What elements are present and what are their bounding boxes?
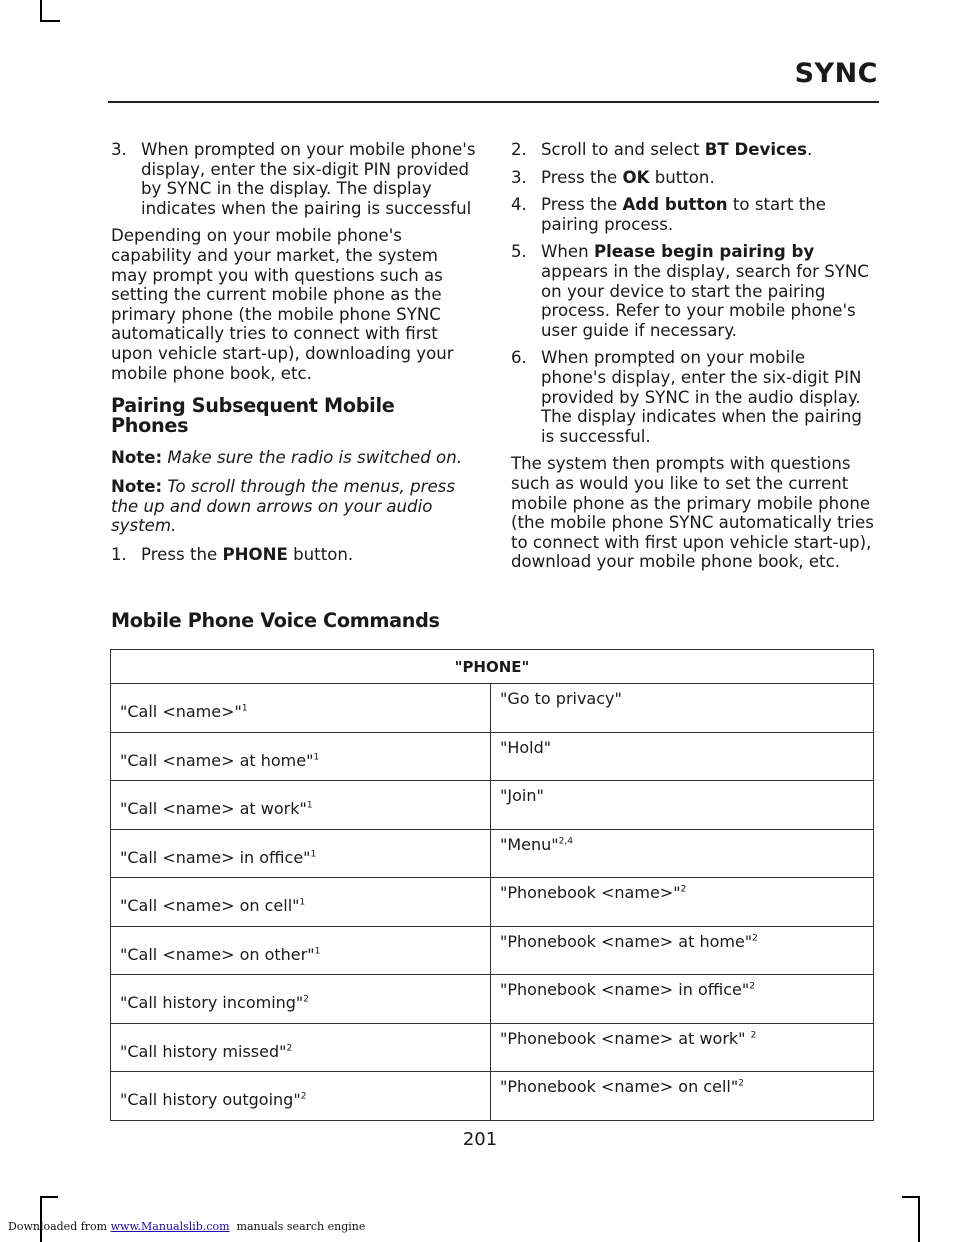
left-command-cell: "Call <name> at work"$^1$ xyxy=(111,781,491,830)
left-command-cell: "Call history incoming"$^2$ xyxy=(111,975,491,1024)
table-row xyxy=(111,829,874,878)
right-command-cell: "Phonebook <name> in office"$^2$ xyxy=(491,975,874,1024)
footnote-marker: 1 xyxy=(241,703,248,714)
right-command-cell: "Go to privacy" xyxy=(491,684,874,733)
footnote-marker: 1 xyxy=(313,752,320,763)
footer: Downloaded from www.Manualslib.com manuals search engine xyxy=(8,1220,366,1233)
list-item: 1. Press the PHONE button. xyxy=(111,544,354,564)
crop-mark xyxy=(40,1196,42,1242)
table-row xyxy=(111,878,874,927)
left-command-cell: "Call <name> on cell"$^1$ xyxy=(111,878,491,927)
left-column xyxy=(111,140,477,572)
list-item: 5. When Please begin pairing by appears in the display, search for SYNC on your device to start the pairing process. Refer to your mobile phone's user guide if necessary. xyxy=(511,242,869,340)
left-command-cell: "Call <name> at home"$^1$ xyxy=(111,732,491,781)
footnote-marker: 2 xyxy=(738,1078,744,1089)
crop-mark xyxy=(918,1196,920,1242)
crop-mark xyxy=(902,1196,920,1198)
page-header-title: SYNC xyxy=(794,58,878,89)
table-row xyxy=(111,926,874,975)
footnote-marker: 2 xyxy=(752,933,758,944)
table-row xyxy=(111,1023,874,1072)
footnote-marker: 1 xyxy=(299,897,306,908)
list-item: 3. Press the OK button. xyxy=(511,167,715,187)
left-command-cell: "Call <name> on other"$^1$ xyxy=(111,926,491,975)
table-row xyxy=(111,1072,874,1121)
footnote-marker: 1 xyxy=(306,800,313,811)
crop-mark xyxy=(40,0,42,21)
footnote-marker: 2 xyxy=(286,1043,293,1054)
right-command-cell: "Join" xyxy=(491,781,874,830)
table-row xyxy=(111,684,874,733)
footnote-marker: 1 xyxy=(310,849,317,860)
list-item: 2. Scroll to and select BT Devices. xyxy=(511,140,813,159)
footnote-marker: 2 xyxy=(303,994,310,1005)
note: Note: Make sure the radio is switched on. xyxy=(111,448,462,468)
page-number: 201 xyxy=(462,1129,498,1150)
manualslib-link[interactable]: www.Manualslib.com xyxy=(110,1220,230,1233)
table-header: "PHONE" xyxy=(111,650,874,684)
right-command-cell: "Phonebook <name>"$^2$ xyxy=(491,878,874,927)
footnote-marker: 2 xyxy=(300,1091,307,1102)
list-item: 4. Press the Add button to start the pairing process. xyxy=(511,195,826,234)
list-item: 3. When prompted on your mobile phone's display, enter the six-digit PIN provided by SYNC in the display. The display indicates when the pairing is successful xyxy=(111,140,476,218)
footnote-marker: 2 xyxy=(680,884,687,895)
table-row xyxy=(111,732,874,781)
table-row xyxy=(111,781,874,830)
right-command-cell: "Menu"$^{2,4}$ xyxy=(491,829,874,878)
left-command-cell: "Call history outgoing"$^2$ xyxy=(111,1072,491,1121)
paragraph: The system then prompts with questions such as would you like to set the current mobile phone as the primary mobile phone (the mobile phone SYNC automatically tries to connect with first upon vehicle start-up), download your mobile phone book, etc. xyxy=(511,454,874,572)
right-column xyxy=(511,140,875,581)
footnote-marker: 2,4 xyxy=(558,836,573,847)
section-heading: Pairing Subsequent Mobile Phones xyxy=(111,394,395,437)
list-item: 6. When prompted on your mobile phone's display, enter the six-digit PIN provided by SYNC in the audio display. The display indicates when the pairing is successful. xyxy=(511,348,862,446)
voice-commands-table xyxy=(110,649,874,1121)
left-command-cell: "Call <name> in office"$^1$ xyxy=(111,829,491,878)
note: Note: To scroll through the menus, press the up and down arrows on your audio system. xyxy=(111,476,455,536)
left-command-cell: "Call <name>"$^1$ xyxy=(111,684,491,733)
footnote-marker: 2 xyxy=(750,1030,757,1041)
left-command-cell: "Call history missed"$^2$ xyxy=(111,1023,491,1072)
table-row xyxy=(111,975,874,1024)
section-heading: Mobile Phone Voice Commands xyxy=(111,609,440,632)
right-command-cell: "Hold" xyxy=(491,732,874,781)
crop-mark xyxy=(40,1196,58,1198)
header-rule xyxy=(108,101,879,103)
right-command-cell: "Phonebook <name> at home"$^2$ xyxy=(491,926,874,975)
right-command-cell: "Phonebook <name> at work" $^2$ xyxy=(491,1023,874,1072)
paragraph: Depending on your mobile phone's capability and your market, the system may prompt you with questions such as setting the current mobile phone as the primary phone (the mobile phone SYNC automatically tries to connect with first upon vehicle start-up), downloading your mobile phone book, etc. xyxy=(111,226,454,383)
right-command-cell: "Phonebook <name> on cell"$^2$ xyxy=(491,1072,874,1121)
footnote-marker: 2 xyxy=(749,981,755,992)
crop-mark xyxy=(40,20,60,22)
footnote-marker: 1 xyxy=(314,946,321,957)
